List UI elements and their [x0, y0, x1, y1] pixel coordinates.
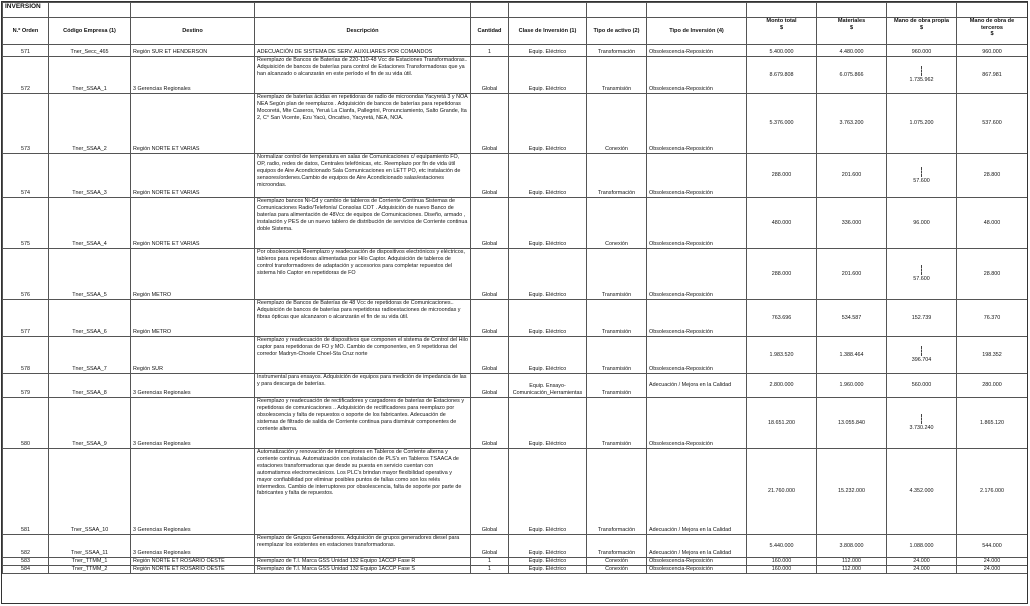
- cell-destino: Región NORTE ET ROSARIO OESTE: [131, 566, 255, 574]
- cell-clase: Equip. Eléctrico: [509, 558, 587, 566]
- cell-mano-propia: 24.000: [887, 558, 957, 566]
- header-destino: Destino: [131, 18, 255, 45]
- cell-mano-propia-value: 57.600: [913, 177, 930, 184]
- table-row: [3, 45, 1028, 57]
- cell-clase: Equip. Eléctrico: [509, 449, 587, 535]
- cell-tipo-activo: Transmisión: [587, 374, 647, 398]
- table-row: [3, 558, 1028, 566]
- cell-mano-terceros: 76.370: [957, 300, 1028, 337]
- cell-descripcion: Reemplazo de T.I. Marca GSS Unidad 132 Equipo 1ACCP Fase R: [255, 558, 471, 566]
- header-materiales-unit: $: [849, 24, 854, 31]
- cell-clase: Equip. Eléctrico: [509, 249, 587, 300]
- cell-materiales: 1.388.464: [817, 337, 887, 374]
- cell-tipo-activo: Transformación: [587, 535, 647, 558]
- cell-monto-total: 2.800.000: [747, 374, 817, 398]
- cell-tipo-activo: Conexión: [587, 566, 647, 574]
- cell-cantidad: Global: [471, 398, 509, 449]
- cell-cantidad: Global: [471, 57, 509, 94]
- cell-mano-propia: 4.352.000: [887, 449, 957, 535]
- header-materiales-label: Materiales: [837, 18, 866, 24]
- cell-descripcion: Reemplazo de Bancos de Baterías de 220-110-48 Vcc de Estaciones Transformadoras.. Adquisición de bancos de baterías para control de Estaciones Transformadoras que ya han alcanzado o alcanzarán en este período el fin de su vida útil.: [255, 57, 471, 94]
- table-row: [3, 449, 1028, 535]
- cell-mano-terceros: 1.865.120: [957, 398, 1028, 449]
- cell-descripcion: Reemplazo de T.I. Marca GSS Unidad 132 Equipo 1ACCP Fase S: [255, 566, 471, 574]
- cell-orden: 574: [3, 154, 49, 198]
- cell-cantidad: Global: [471, 449, 509, 535]
- cell-destino: 3 Gerencias Regionales: [131, 535, 255, 558]
- table-row: [3, 535, 1028, 558]
- header-mano-terceros-unit: $: [990, 31, 994, 37]
- cell-mano-propia: 1.075.200: [887, 94, 957, 154]
- header-monto-total-label: Monto total: [766, 18, 797, 24]
- cell-orden: 583: [3, 558, 49, 566]
- table-row: [3, 300, 1028, 337]
- cell-tipo-activo: Transmisión: [587, 300, 647, 337]
- cell-codigo: Tner_SSAA_2: [49, 94, 131, 154]
- cell-codigo: Tner_SSAA_3: [49, 154, 131, 198]
- cell-codigo: Tner_SSAA_5: [49, 249, 131, 300]
- cell-descripcion: Por obsolescencia Reemplazo y readecuación de dispositivos electrónicos y eléctricos, tableros para repetidoras alimentadas por Hilo Captor. Adquisición de tableros de control transformadores de adaptación y accesorios para completar repuestos del sistema hilo Captor en repetidoras de FO: [255, 249, 471, 300]
- cell-mano-terceros: 2.176.000: [957, 449, 1028, 535]
- table-row: [3, 566, 1028, 574]
- cell-mano-terceros: 24.000: [957, 558, 1028, 566]
- cell-mano-propia-value: 3.730.240: [909, 425, 934, 432]
- cell-mano-terceros: 544.000: [957, 535, 1028, 558]
- cell-monto-total: 5.440.000: [747, 535, 817, 558]
- header-cantidad: Cantidad: [471, 18, 509, 45]
- cell-mano-propia: [887, 398, 957, 449]
- cell-materiales: 534.587: [817, 300, 887, 337]
- cell-tipo-inversion: Obsolescencia-Reposición: [647, 337, 747, 374]
- cell-mano-propia: 96.000: [887, 198, 957, 249]
- cell-materiales: 3.763.200: [817, 94, 887, 154]
- investment-table: [2, 2, 1028, 574]
- cell-clase: Equip. Eléctrico: [509, 94, 587, 154]
- header-tipo-inversion: Tipo de Inversión (4): [647, 18, 747, 45]
- cell-materiales: 201.600: [817, 249, 887, 300]
- cell-destino: 3 Gerencias Regionales: [131, 57, 255, 94]
- cell-mano-terceros: 867.981: [957, 57, 1028, 94]
- cell-mano-terceros: 48.000: [957, 198, 1028, 249]
- cell-descripcion: Normalizar control de temperatura en salas de Comunicaciones c/ equipamiento FO, OP, radio, redes de datos, Centrales telefónicas, etc. Reemplazo por fin de vida útil equipos de Aire Acondicionado Sala Comunicaciones en LETT PO, etc instalación de sensores/ordenes.Cambio de equipos de Aire Acondicionado salas/estaciones microondas.: [255, 154, 471, 198]
- cell-mano-propia: 560.000: [887, 374, 957, 398]
- cell-materiales: 201.600: [817, 154, 887, 198]
- cell-tipo-inversion: Obsolescencia-Reposición: [647, 558, 747, 566]
- header-monto-total-unit: $: [779, 24, 784, 31]
- cell-mano-terceros: 960.000: [957, 45, 1028, 57]
- cell-tipo-activo: Transmisión: [587, 337, 647, 374]
- cell-mano-terceros: 28.800: [957, 154, 1028, 198]
- cell-clase: Equip. Eléctrico: [509, 198, 587, 249]
- cell-monto-total: 21.760.000: [747, 449, 817, 535]
- cell-destino: 3 Gerencias Regionales: [131, 449, 255, 535]
- cell-codigo: Tner_Secc_465: [49, 45, 131, 57]
- section-title-row: [3, 3, 1028, 18]
- header-mano-terceros: [957, 18, 1028, 45]
- cell-materiales: 13.055.840: [817, 398, 887, 449]
- cell-mano-propia-value: 57.600: [913, 276, 930, 283]
- cell-clase: Equip. Eléctrico: [509, 398, 587, 449]
- table-row: [3, 337, 1028, 374]
- cell-orden: 581: [3, 449, 49, 535]
- table-row: [3, 57, 1028, 94]
- header-mano-propia: [887, 18, 957, 45]
- cell-tipo-inversion: Obsolescencia-Reposición: [647, 566, 747, 574]
- cell-tipo-inversion: Obsolescencia-Reposición: [647, 398, 747, 449]
- cell-codigo: Tner_SSAA_9: [49, 398, 131, 449]
- cell-mano-propia: 24.000: [887, 566, 957, 574]
- cell-materiales: 6.075.866: [817, 57, 887, 94]
- cell-tipo-activo: Conexión: [587, 94, 647, 154]
- cell-clase: Equip. Eléctrico: [509, 45, 587, 57]
- cell-destino: Región SUR: [131, 337, 255, 374]
- cell-cantidad: Global: [471, 154, 509, 198]
- section-title: INVERSIÓN: [3, 3, 49, 18]
- cell-clase: Equip. Eléctrico: [509, 535, 587, 558]
- cell-clase: Equip. Eléctrico: [509, 566, 587, 574]
- cell-monto-total: 8.679.808: [747, 57, 817, 94]
- header-mano-propia-label: Mano de obra propia: [893, 18, 949, 24]
- header-mano-propia-unit: $: [919, 24, 924, 31]
- cell-orden: 582: [3, 535, 49, 558]
- cell-tipo-inversion: Obsolescencia-Reposición: [647, 57, 747, 94]
- dashed-marker: [921, 265, 922, 275]
- cell-destino: Región NORTE ET VARIAS: [131, 94, 255, 154]
- cell-descripcion: Automatización y renovación de interruptores en Tableros de Corriente alterna y corriente continua. Automatización con instalación de PLS's en Tableros TSAACA de estaciones transformadoras que desde su puesta en servicio cuentan con automatismos electromecánicos. Los PLC's brindan mayor flexibilidad operativa y mayor confiabilidad por eliminar posibles puntos de fallas como son los relés intermedios. Cambio de interruptores por obsolescencia, falta de soporte por parte de fabricantes y falta de repuestos.: [255, 449, 471, 535]
- cell-tipo-activo: Transformación: [587, 449, 647, 535]
- table-row: [3, 374, 1028, 398]
- cell-mano-terceros: 537.600: [957, 94, 1028, 154]
- cell-mano-propia: 1.088.000: [887, 535, 957, 558]
- header-clase: Clase de Inversión (1): [509, 18, 587, 45]
- cell-descripcion: Instrumental para ensayos. Adquisición de equipos para medición de impedancia de las y para descarga de baterías.: [255, 374, 471, 398]
- cell-descripcion: Reemplazo de Bancos de Baterías de 48 Vcc de repetidoras de Comunicaciones.. Adquisición de bancos de baterías para repetidoras radioestaciones de microondas y fibras ópticas que alcanzaron o alcanzarán el fin de su vida útil.: [255, 300, 471, 337]
- cell-destino: Región NORTE ET VARIAS: [131, 154, 255, 198]
- cell-orden: 573: [3, 94, 49, 154]
- header-row: [3, 18, 1028, 45]
- cell-destino: Región SUR ET HENDERSON: [131, 45, 255, 57]
- cell-monto-total: 763.696: [747, 300, 817, 337]
- cell-tipo-inversion: Adecuación / Mejora en la Calidad: [647, 535, 747, 558]
- cell-orden: 579: [3, 374, 49, 398]
- cell-tipo-inversion: Obsolescencia-Reposición: [647, 198, 747, 249]
- header-monto-total: [747, 18, 817, 45]
- cell-cantidad: Global: [471, 374, 509, 398]
- cell-destino: Región NORTE ET VARIAS: [131, 198, 255, 249]
- cell-cantidad: Global: [471, 337, 509, 374]
- cell-descripcion: Reemplazo y readecuación de rectificadores y cargadores de baterías de Estaciones y repetidoras de comunicaciones .. Adquisición de rectificadores para reemplazo por obsolescencia y falta de repuestos o soporte de los fabricantes. Adecuación de sistemas de filtrado de salida de Corriente continua para disminuir componentes de corriente alterna.: [255, 398, 471, 449]
- dashed-marker: [921, 66, 922, 76]
- cell-codigo: Tner_SSAA_11: [49, 535, 131, 558]
- cell-orden: 584: [3, 566, 49, 574]
- header-n-orden: N.º Orden: [3, 18, 49, 45]
- cell-orden: 577: [3, 300, 49, 337]
- cell-destino: Región METRO: [131, 300, 255, 337]
- table-row: [3, 154, 1028, 198]
- cell-descripcion: Reemplazo de baterías ácidas en repetidoras de radio de microondas Yacyretá 3 y NOA NEA Según plan de reemplazos . Adquisición de bancos de baterías para repetidoras Mocoretá, Mte Caseros, Yeruá La Cianfa, Pallegrini, Pronunciamiento, Salto Grande, Ita 2, C° San Vicente, Ezu Yacú, Oncativo, Yacyretá, NEA, NOA.: [255, 94, 471, 154]
- cell-monto-total: 18.651.200: [747, 398, 817, 449]
- cell-tipo-activo: Transmisión: [587, 249, 647, 300]
- cell-tipo-inversion: Obsolescencia-Reposición: [647, 249, 747, 300]
- cell-materiales: 15.232.000: [817, 449, 887, 535]
- cell-tipo-activo: Transmisión: [587, 398, 647, 449]
- cell-mano-propia: 960.000: [887, 45, 957, 57]
- dashed-marker: [921, 167, 922, 177]
- cell-codigo: Tner_SSAA_7: [49, 337, 131, 374]
- cell-cantidad: Global: [471, 300, 509, 337]
- cell-mano-propia: 152.739: [887, 300, 957, 337]
- cell-codigo: Tner_TTMM_2: [49, 566, 131, 574]
- table-row: [3, 249, 1028, 300]
- cell-descripcion: Reemplazo y readecuación de dispositivos que componen el sistema de Control del Hilo captor para repetidoras de FO y MO. Cambio de componentes, en 9 repetidoras del corredor Madryn-Choele Choel-Sta Cruz norte: [255, 337, 471, 374]
- cell-orden: 575: [3, 198, 49, 249]
- cell-mano-propia-value: 1.735.962: [909, 77, 934, 84]
- cell-materiales: 1.960.000: [817, 374, 887, 398]
- cell-tipo-inversion: Obsolescencia-Reposición: [647, 45, 747, 57]
- cell-clase: Equip. Eléctrico: [509, 300, 587, 337]
- cell-codigo: Tner_SSAA_8: [49, 374, 131, 398]
- cell-monto-total: 160.000: [747, 566, 817, 574]
- table-row: [3, 198, 1028, 249]
- cell-mano-propia: [887, 337, 957, 374]
- cell-mano-propia: [887, 249, 957, 300]
- cell-cantidad: 1: [471, 558, 509, 566]
- table-row: [3, 94, 1028, 154]
- cell-monto-total: 160.000: [747, 558, 817, 566]
- table-row: [3, 398, 1028, 449]
- cell-materiales: 112.000: [817, 558, 887, 566]
- cell-orden: 576: [3, 249, 49, 300]
- cell-tipo-inversion: Obsolescencia-Reposición: [647, 94, 747, 154]
- cell-monto-total: 288.000: [747, 249, 817, 300]
- cell-codigo: Tner_SSAA_4: [49, 198, 131, 249]
- header-materiales: [817, 18, 887, 45]
- cell-tipo-inversion: Obsolescencia-Reposición: [647, 300, 747, 337]
- header-tipo-activo: Tipo de activo (2): [587, 18, 647, 45]
- cell-tipo-activo: Transformación: [587, 154, 647, 198]
- cell-clase: Equip. Eléctrico: [509, 337, 587, 374]
- cell-destino: 3 Gerencias Regionales: [131, 398, 255, 449]
- cell-orden: 572: [3, 57, 49, 94]
- cell-monto-total: 5.400.000: [747, 45, 817, 57]
- cell-mano-terceros: 24.000: [957, 566, 1028, 574]
- cell-cantidad: Global: [471, 94, 509, 154]
- cell-descripcion: Reemplazo bancos Ni-Cd y cambio de tableros de Corriente Continua Sistemas de Comunicaciones Radio/Telefonía/ Consolas COT . Adquisición de nuevo Banco de baterías para alimentación de 48Vcc de equipos de Comunicaciones. Diseño, armado , instalación y PES de un nuevo tablero de distribución de servicios de Corriente continua doble Sistema.: [255, 198, 471, 249]
- cell-orden: 578: [3, 337, 49, 374]
- cell-materiales: 3.808.000: [817, 535, 887, 558]
- cell-cantidad: 1: [471, 566, 509, 574]
- cell-tipo-activo: Transmisión: [587, 57, 647, 94]
- cell-cantidad: Global: [471, 198, 509, 249]
- dashed-marker: [921, 346, 922, 356]
- cell-destino: 3 Gerencias Regionales: [131, 374, 255, 398]
- cell-monto-total: 5.376.000: [747, 94, 817, 154]
- cell-tipo-inversion: Obsolescencia-Reposición: [647, 154, 747, 198]
- cell-clase: Equip. Eléctrico: [509, 57, 587, 94]
- cell-codigo: Tner_SSAA_6: [49, 300, 131, 337]
- cell-descripcion: ADECUACIÓN DE SISTEMA DE SERV. AUXILIARES POR COMANDOS: [255, 45, 471, 57]
- cell-materiales: 112.000: [817, 566, 887, 574]
- cell-orden: 571: [3, 45, 49, 57]
- cell-codigo: Tner_SSAA_10: [49, 449, 131, 535]
- investment-spreadsheet: [1, 1, 1028, 604]
- cell-mano-terceros: 280.000: [957, 374, 1028, 398]
- header-codigo: Código Empresa (1): [49, 18, 131, 45]
- cell-codigo: Tner_SSAA_1: [49, 57, 131, 94]
- cell-tipo-activo: Conexión: [587, 198, 647, 249]
- cell-mano-propia: [887, 154, 957, 198]
- cell-mano-propia: [887, 57, 957, 94]
- cell-materiales: 4.480.000: [817, 45, 887, 57]
- cell-mano-terceros: 28.800: [957, 249, 1028, 300]
- cell-tipo-inversion: Adecuación / Mejora en la Calidad: [647, 449, 747, 535]
- cell-tipo-inversion: Adecuación / Mejora en la Calidad: [647, 374, 747, 398]
- cell-materiales: 336.000: [817, 198, 887, 249]
- cell-codigo: Tner_TTMM_1: [49, 558, 131, 566]
- header-descripcion: Descripción: [255, 18, 471, 45]
- cell-destino: Región NORTE ET ROSARIO OESTE: [131, 558, 255, 566]
- cell-destino: Región METRO: [131, 249, 255, 300]
- cell-tipo-activo: Conexión: [587, 558, 647, 566]
- header-mano-terceros-label: Mano de obra de terceros: [969, 18, 1015, 31]
- cell-orden: 580: [3, 398, 49, 449]
- cell-cantidad: Global: [471, 535, 509, 558]
- cell-clase: Equip. Eléctrico: [509, 154, 587, 198]
- cell-clase: Equip. Ensayo-Comunicación_Herramientas: [509, 374, 587, 398]
- cell-cantidad: 1: [471, 45, 509, 57]
- cell-tipo-activo: Transformación: [587, 45, 647, 57]
- cell-mano-propia-value: 396.704: [911, 357, 932, 364]
- dashed-marker: [921, 414, 922, 424]
- cell-cantidad: Global: [471, 249, 509, 300]
- cell-mano-terceros: 198.352: [957, 337, 1028, 374]
- cell-monto-total: 1.983.520: [747, 337, 817, 374]
- cell-monto-total: 480.000: [747, 198, 817, 249]
- cell-monto-total: 288.000: [747, 154, 817, 198]
- cell-descripcion: Reemplazo de Grupos Generadores. Adquisición de grupos generadores diesel para reemplazar los existentes en estaciones transformadoras.: [255, 535, 471, 558]
